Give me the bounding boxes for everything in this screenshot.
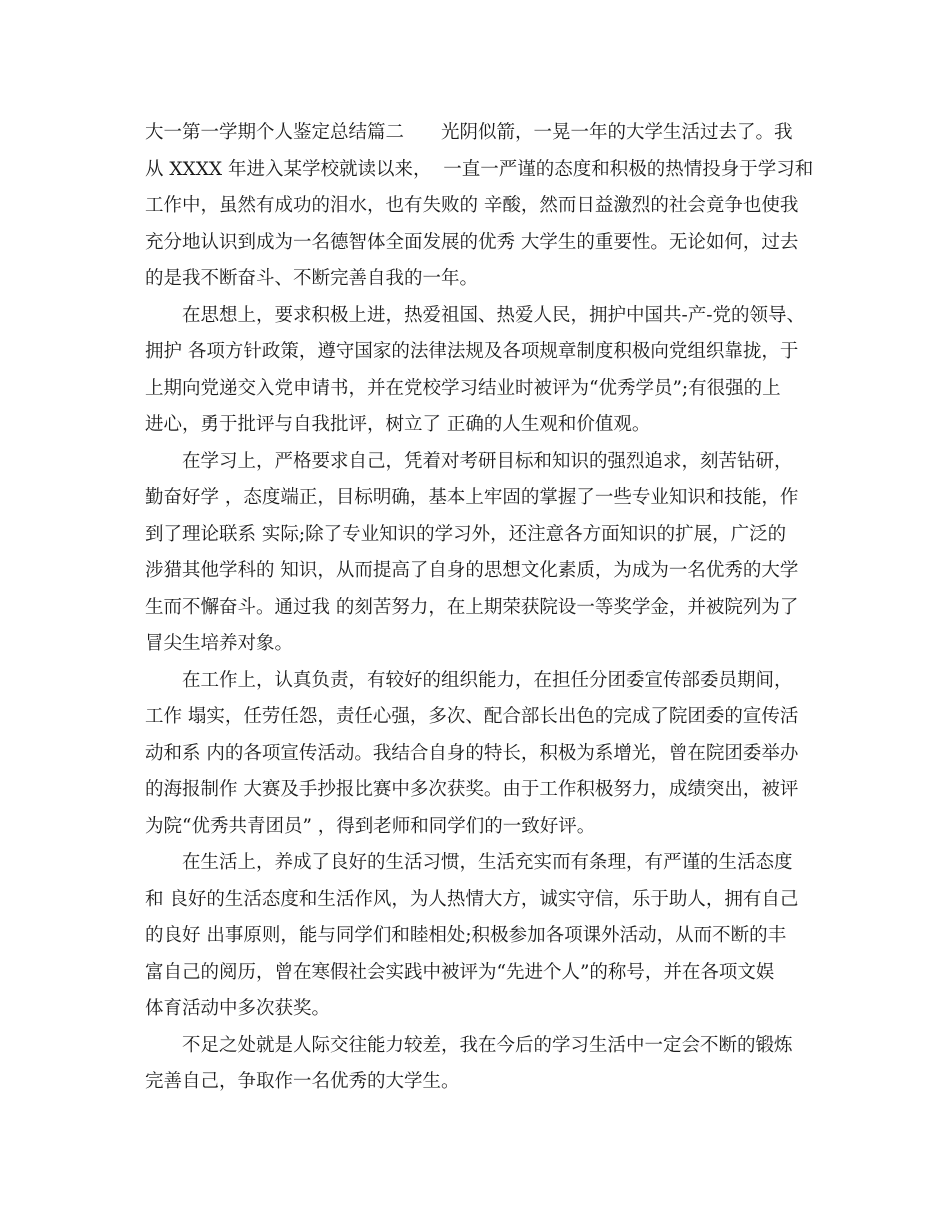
text-line: 勤奋好学 ，态度端正，目标明确，基本上牢固的掌握了一些专业知识和技能，作 [145, 487, 799, 508]
text-line: 从 XXXX 年进入某学校就读以来， 一直一严谨的态度和积极的热情投身于学习和 [145, 158, 814, 180]
text-line: 到了理论联系 实际;除了专业知识的学习外，还注意各方面知识的扩展，广泛的 [145, 523, 787, 545]
text-line: 冒尖生培养对象。 [145, 633, 294, 654]
text-line: 充分地认识到成为一名德智体全面发展的优秀 大学生的重要性。无论如何，过去 [145, 231, 799, 253]
text-line: 生而不懈奋斗。通过我 的刻苦努力，在上期荣获院设一等奖学金，并被院列为了 [145, 596, 799, 618]
text-line: 在学习上，严格要求自己，凭着对考研目标和知识的强烈追求，刻苦钻研， [145, 450, 793, 472]
text-line: 涉猎其他学科的 知识，从而提高了自身的思想文化素质，为成为一名优秀的大学 [145, 560, 799, 581]
text-line: 为院“优秀共青团员” ，得到老师和同学们的一致好评。 [145, 815, 596, 837]
text-line: 的是我不断奋斗、不断完善自我的一年。 [145, 268, 479, 289]
text-line: 上期向党递交入党申请书，并在党校学习结业时被评为“优秀学员”;有很强的上 [145, 377, 781, 399]
text-line: 工作中，虽然有成功的泪水，也有失败的 辛酸，然而日益激烈的社会竟争也使我 [145, 195, 799, 216]
text-line: 和 良好的生活态度和生活作风，为人热情大方，诚实守信，乐于助人，拥有自己 [145, 888, 799, 910]
text-line: 不足之处就是人际交往能力较差，我在今后的学习生活中一定会不断的锻炼 [145, 1034, 793, 1056]
text-line: 富自己的阅历，曾在寒假社会实践中被评为“先进个人”的称号，并在各项文娱 [145, 961, 775, 983]
text-line: 在工作上，认真负责，有较好的组织能力，在担任分团委宣传部委员期间， [145, 669, 793, 691]
text-line: 的良好 出事原则，能与同学们和睦相处;积极参加各项课外活动，从而不断的丰 [145, 925, 787, 946]
text-line: 进心，勇于批评与自我批评，树立了 正确的人生观和价值观。 [145, 414, 651, 435]
text-line: 体育活动中多次获奖。 [145, 998, 331, 1019]
text-line: 大一第一学期个人鉴定总结篇二 光阴似箭，一晃一年的大学生活过去了。我 [145, 122, 793, 143]
text-line: 在生活上，养成了良好的生活习惯，生活充实而有条理，有严谨的生活态度 [145, 852, 793, 873]
text-line: 拥护 各项方针政策，遵守国家的法律法规及各项规章制度积极向党组织靠拢，于 [145, 341, 799, 362]
document-body [145, 115, 815, 1101]
text-line: 工作 塌实，任劳任怨，责任心强，多次、配合部长出色的完成了院团委的宣传活 [145, 706, 799, 727]
text-line: 的海报制作 大赛及手抄报比赛中多次获奖。由于工作积极努力，成绩突出，被评 [145, 779, 799, 800]
text-line: 完善自己，争取作一名优秀的大学生。 [145, 1071, 460, 1092]
text-line: 动和系 内的各项宣传活动。我结合自身的特长，积极为系增光，曾在院团委举办 [145, 742, 799, 764]
text-line: 在思想上，要求积极上进，热爱祖国、热爱人民，拥护中国共-产-党的领导、 [145, 304, 806, 326]
